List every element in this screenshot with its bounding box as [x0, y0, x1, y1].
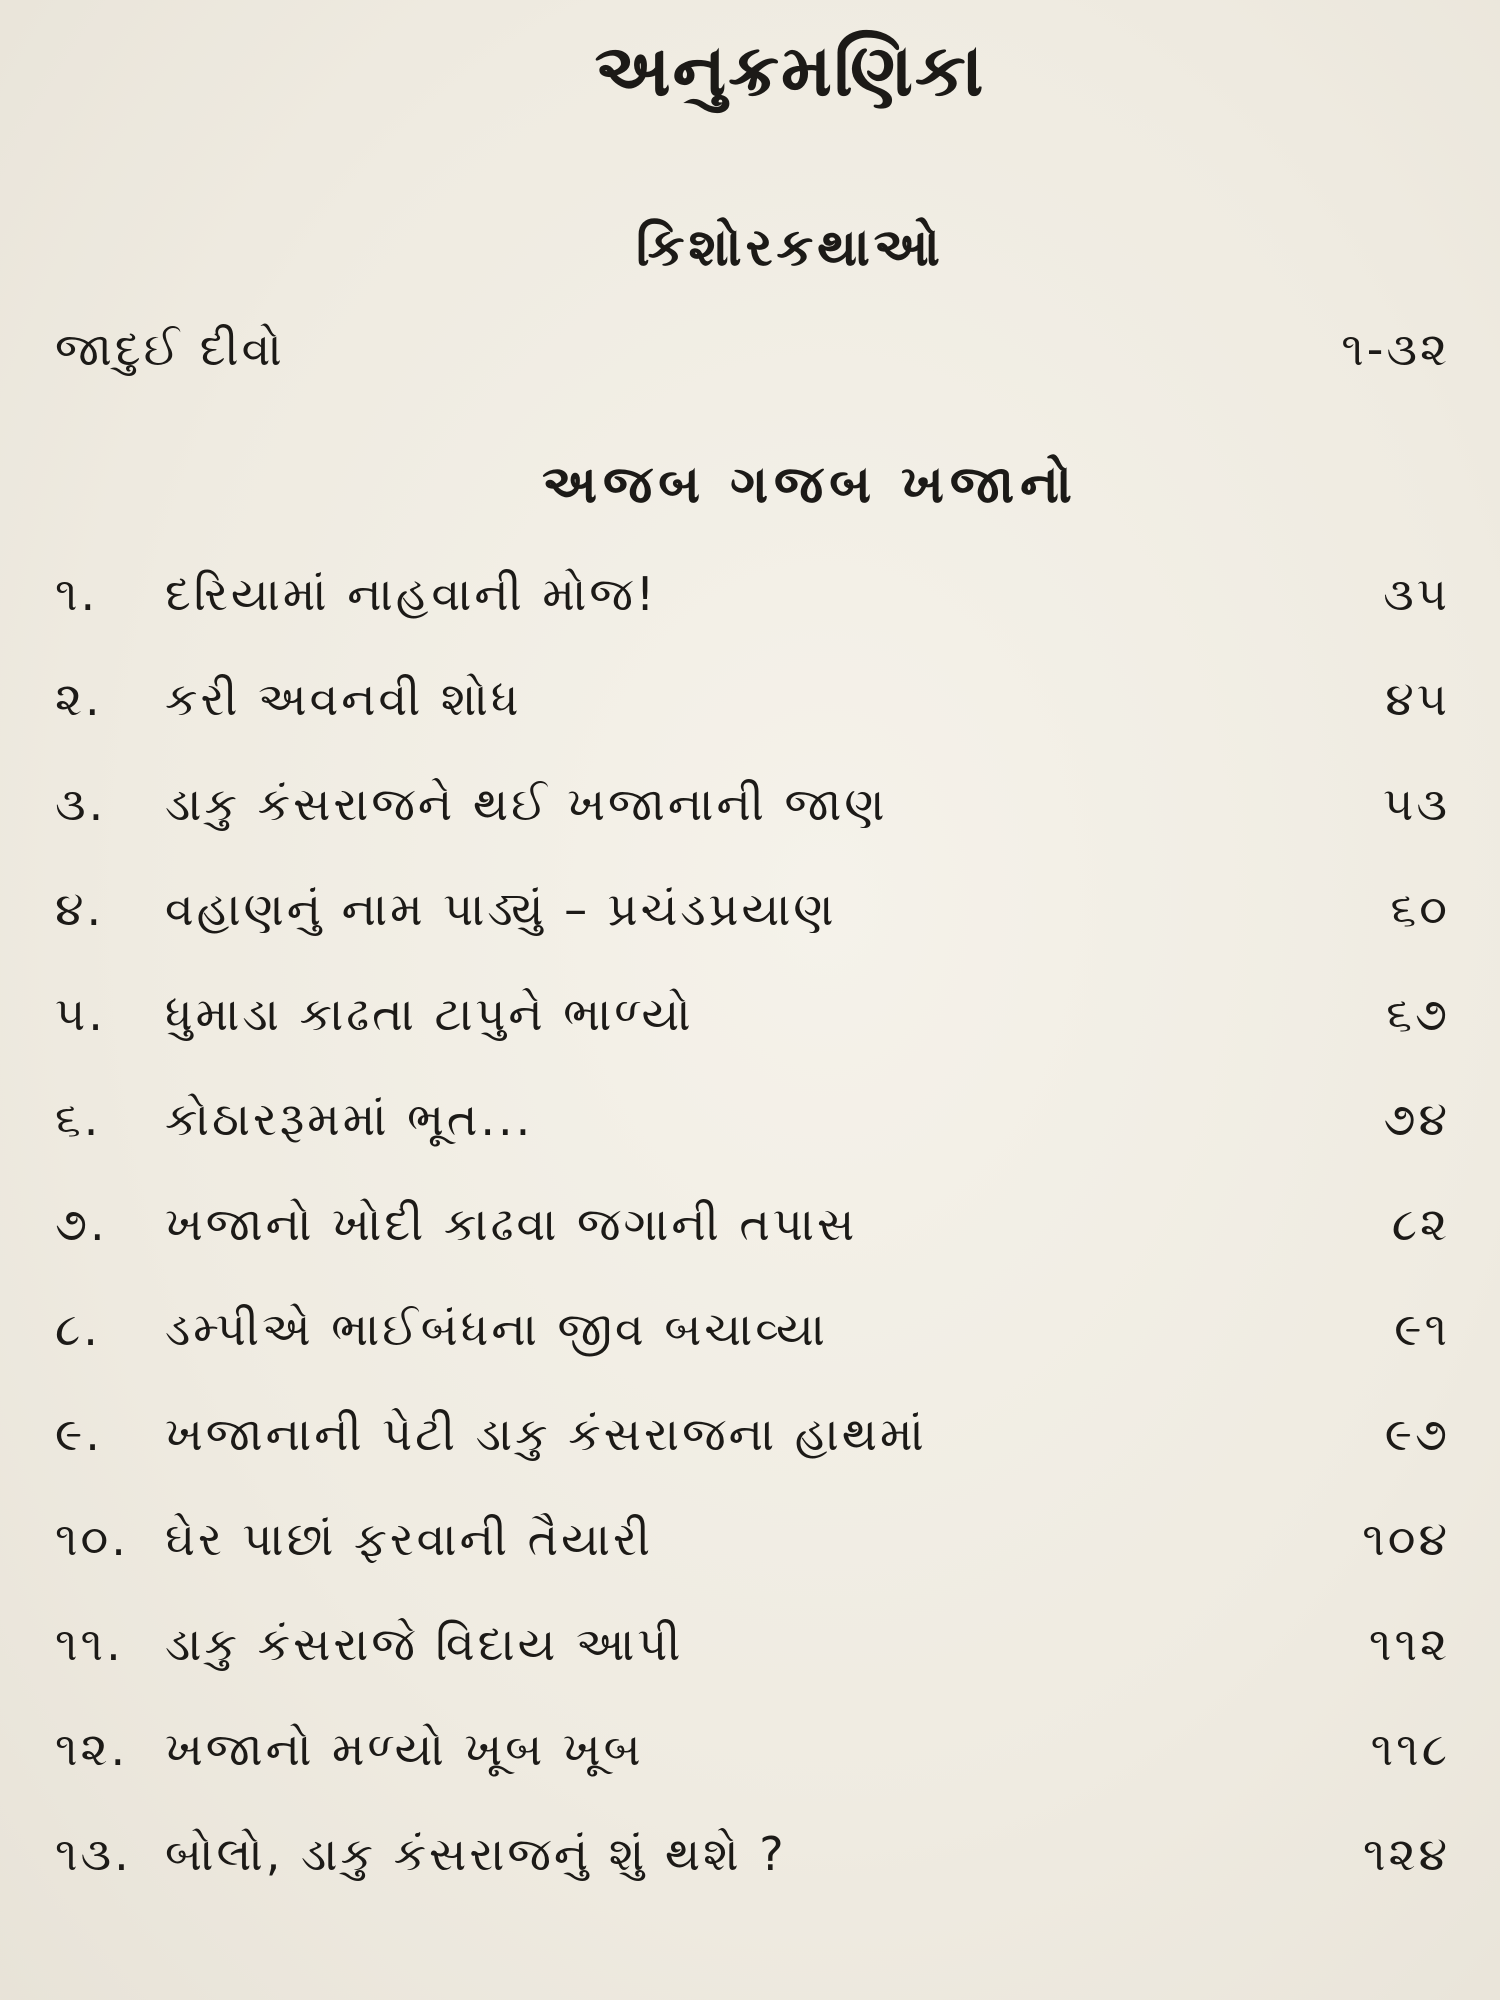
section-heading-ajab-gajab-khajano: અજબ ગજબ ખજાનો — [542, 455, 1078, 515]
toc-entry-number: ૧૦. — [55, 1512, 129, 1566]
toc-entry — [55, 1722, 1450, 1802]
toc-entry-page: ૧૨૪ — [1362, 1827, 1450, 1881]
toc-entry-page: ૬૭ — [1386, 987, 1450, 1041]
toc-entry-title: કરી અવનવી શોધ — [165, 672, 522, 726]
toc-entry — [55, 1827, 1450, 1907]
toc-entry-page: ૧-૩૨ — [1341, 322, 1450, 376]
toc-entry-page: ૯૭ — [1384, 1407, 1450, 1461]
toc-entry-page: ૧૦૪ — [1362, 1512, 1450, 1566]
toc-entry-page: ૩૫ — [1383, 567, 1450, 621]
toc-entry — [55, 322, 1450, 402]
toc-entry-number: ૨. — [55, 672, 103, 726]
toc-entry-page: ૫૩ — [1383, 777, 1450, 831]
toc-entry — [55, 987, 1450, 1067]
section-heading-kishorkathao: કિશોરકથાઓ — [636, 218, 944, 278]
toc-entry-title: કોઠારરૂમમાં ભૂત... — [165, 1092, 534, 1146]
toc-entry-number: ૮. — [55, 1302, 101, 1356]
toc-entry-number: ૩. — [55, 777, 107, 831]
toc-entry-title: ડમ્પીએ ભાઈબંધના જીવ બચાવ્યા — [165, 1302, 828, 1356]
toc-entry-title: બોલો, ડાકુ કંસરાજનું શું થશે ? — [165, 1827, 787, 1881]
toc-entry — [55, 672, 1450, 752]
toc-entry-title: ખજાનો મળ્યો ખૂબ ખૂબ — [165, 1722, 644, 1776]
toc-entry-page: ૧૧૨ — [1368, 1617, 1450, 1671]
toc-entry — [55, 1512, 1450, 1592]
toc-entry-number: ૧૩. — [55, 1827, 132, 1881]
toc-entry-number: ૯. — [55, 1407, 103, 1461]
toc-entry-title: દરિયામાં નાહવાની મોજ! — [165, 567, 658, 621]
toc-entry-title: ખજાનાની પેટી ડાકુ કંસરાજના હાથમાં — [165, 1407, 927, 1461]
toc-entry-title: ખજાનો ખોદી કાઢવા જગાની તપાસ — [165, 1197, 858, 1251]
toc-entry-title: વહાણનું નામ પાડ્યું – પ્રચંડપ્રયાણ — [165, 882, 837, 936]
toc-entry-number: ૧. — [55, 567, 99, 621]
toc-entry-page: ૭૪ — [1383, 1092, 1450, 1146]
toc-entry-page: ૯૧ — [1394, 1302, 1450, 1356]
toc-entry-title: ઘેર પાછાં ફરવાની તૈયારી — [165, 1512, 653, 1566]
toc-entry-number: ૧૨. — [55, 1722, 129, 1776]
toc-entry — [55, 1092, 1450, 1172]
toc-entry-page: ૪૫ — [1385, 672, 1450, 726]
toc-entry-title: ડાકુ કંસરાજને થઈ ખજાનાની જાણ — [165, 777, 888, 831]
toc-entry-title: ડાકુ કંસરાજે વિદાય આપી — [165, 1617, 684, 1671]
page-title: અનુક્રમણિકા — [594, 28, 986, 112]
toc-entry-number: ૬. — [55, 1092, 102, 1146]
toc-entry — [55, 1407, 1450, 1487]
toc-entry — [55, 1197, 1450, 1277]
toc-entry-title: જાદુઈ દીવો — [55, 322, 285, 376]
toc-entry — [55, 567, 1450, 647]
toc-entry — [55, 1302, 1450, 1382]
toc-entry-page: ૬૦ — [1390, 882, 1450, 936]
toc-entry — [55, 882, 1450, 962]
toc-entry-page: ૮૨ — [1391, 1197, 1450, 1251]
toc-entry-number: ૧૧. — [55, 1617, 124, 1671]
toc-entry-page: ૧૧૮ — [1370, 1722, 1450, 1776]
toc-entry-number: ૭. — [55, 1197, 108, 1251]
toc-entry — [55, 1617, 1450, 1697]
toc-entry-number: ૫. — [55, 987, 106, 1041]
toc-entry-title: ધુમાડા કાઢતા ટાપુને ભાળ્યો — [165, 987, 694, 1041]
toc-entry — [55, 777, 1450, 857]
toc-entry-number: ૪. — [55, 882, 105, 936]
